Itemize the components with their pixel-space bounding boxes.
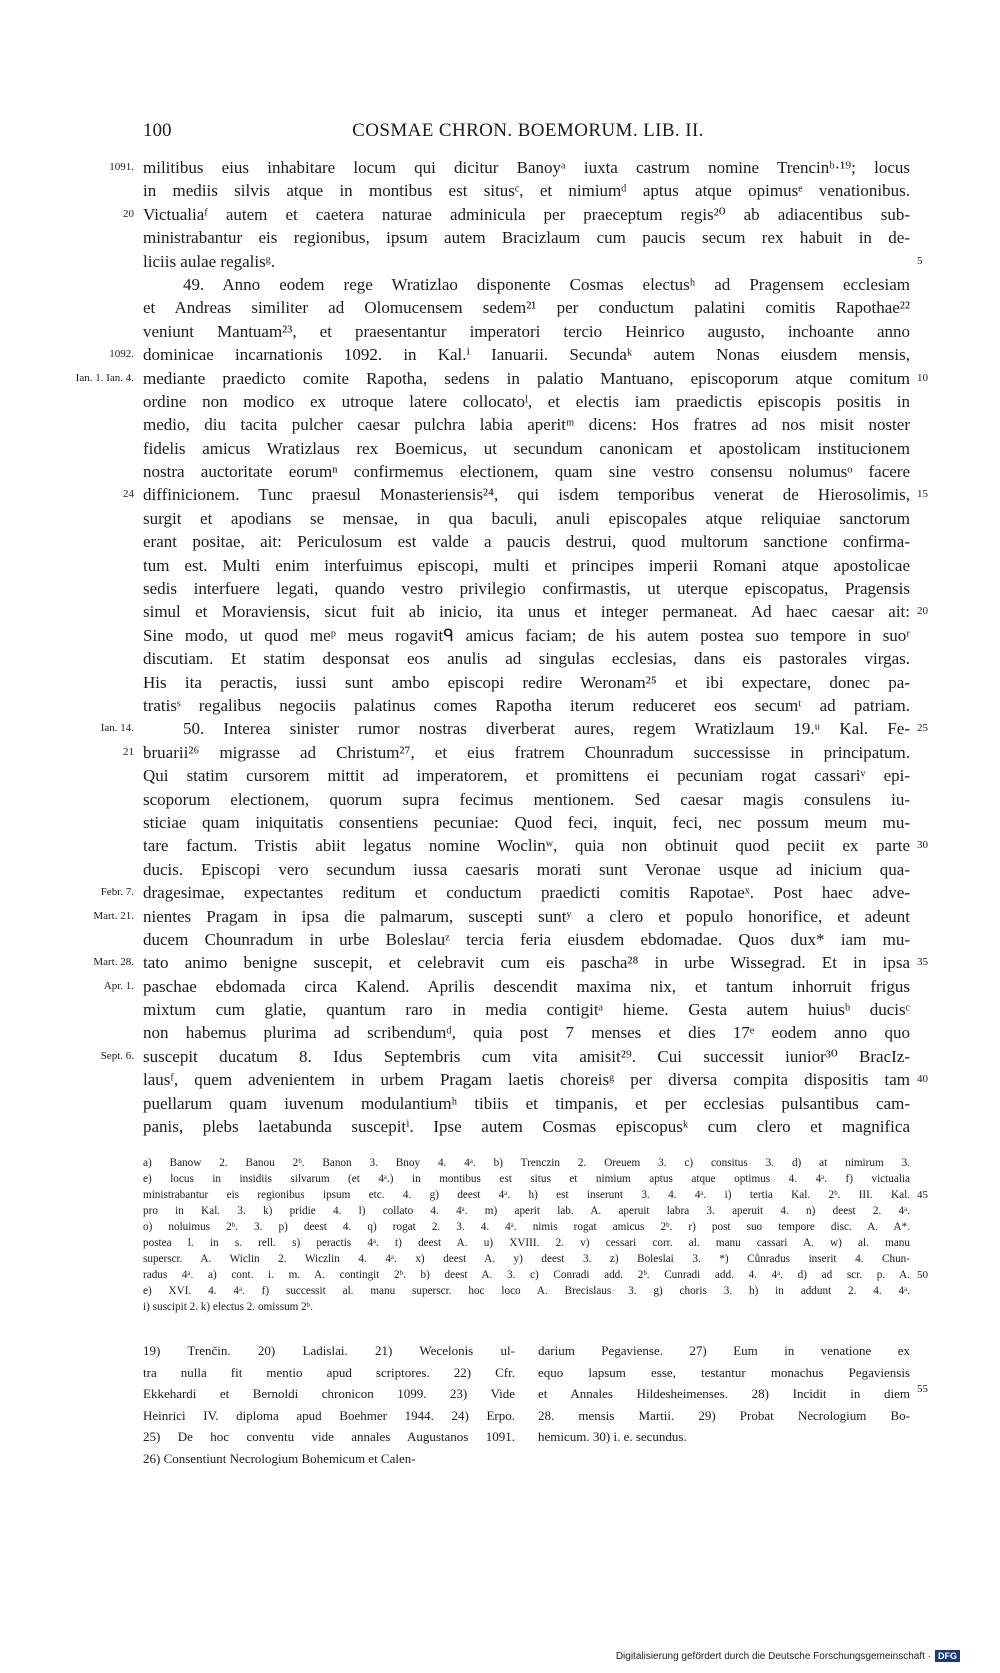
line-text: Sine modo, ut quod meᵖ meus rogavitᑫ amicus faciam; de his autem postea suo tempore in suoʳ bbox=[143, 625, 910, 645]
margin-note: 21 bbox=[123, 745, 134, 758]
line-number: 25 bbox=[917, 722, 928, 735]
page-header bbox=[143, 120, 913, 144]
footnote-line: hemicum. 30) i. e. secundus. bbox=[538, 1429, 687, 1444]
line-text: nostra auctoritate eorumⁿ confirmemus electionem, quam sine vestro consensu nolumusᵒ facere bbox=[143, 462, 910, 482]
text-line bbox=[0, 554, 1000, 577]
text-line bbox=[0, 1068, 1000, 1091]
margin-note: 20 bbox=[123, 207, 134, 220]
footnote-line: darium Pegaviense. 27) Eum in venatione ex bbox=[538, 1343, 910, 1358]
line-text: veniunt Mantuam²³, et praesentantur imperatori tercio Heinrico augusto, inchoante anno bbox=[143, 321, 910, 341]
margin-note: Sept. 6. bbox=[100, 1049, 134, 1062]
main-text bbox=[0, 156, 1000, 1138]
text-line bbox=[0, 273, 1000, 296]
dfg-logo: DFG bbox=[935, 1650, 960, 1662]
line-text: ordine non modico ex utroque latere collocatoˡ, et electis iam praedictis episcopis positis in bbox=[143, 391, 910, 411]
footnote-line: Ekkehardi et Bernoldi chronicon 1099. 23) Vide bbox=[143, 1386, 515, 1401]
margin-note: Mart. 28. bbox=[93, 956, 134, 969]
line-text: Victualiaᶠ autem et caetera naturae adminicula per praeceptum regis²⁰ ab adiacentibus sub- bbox=[143, 204, 910, 224]
apparatus-line bbox=[0, 1267, 1000, 1283]
text-line bbox=[0, 741, 1000, 764]
line-text: sticiae quam iniquitatis consentiens pecuniae: Quod feci, inquit, feci, nec possum meum mu- bbox=[143, 812, 910, 832]
line-text: mixtum cum glatie, quantum raro in media contigitᵃ hieme. Gesta autem huiusᵇ ducisᶜ bbox=[143, 1000, 910, 1020]
footnote-line-number: 55 bbox=[917, 1383, 928, 1395]
line-text: 50. Interea sinister rumor nostras diverberat aures, regem Wratizlaum 19.ᵘ Kal. Fe- bbox=[183, 719, 910, 739]
margin-note: Mart. 21. bbox=[93, 909, 134, 922]
line-number: 35 bbox=[917, 956, 928, 969]
footnote-line: 25) De hoc conventu vide annales Augustanos 1091. bbox=[143, 1429, 515, 1444]
line-text: liciis aulae regalisᵍ. bbox=[143, 251, 276, 271]
text-line bbox=[0, 460, 1000, 483]
footnote-line: et Annales Hildesheimenses. 28) Incidit in diem bbox=[538, 1386, 910, 1401]
text-line bbox=[0, 881, 1000, 904]
line-text: lausᶠ, quem advenientem in urbem Pragam laetis choreisᵍ per diversa compita dispositis tam bbox=[143, 1070, 910, 1090]
line-text: ducem Chounradum in urbe Boleslauᶻ tercia feria eiusdem ebdomadae. Quos dux* iam mu- bbox=[143, 929, 910, 949]
footnote-line: 28. mensis Martii. 29) Probat Necrologium Bo- bbox=[538, 1407, 910, 1423]
line-text: diffinicionem. Tunc praesul Monasteriensis²⁴, qui isdem temporibus venerat de Hierosolimis, bbox=[143, 485, 910, 505]
text-line bbox=[0, 1115, 1000, 1138]
line-text: ministrabantur eis regionibus, ipsum autem Bracizlaum cum paucis secum rex habuit in de- bbox=[143, 228, 910, 248]
line-text: dominicae incarnationis 1092. in Kal.ⁱ Ianuarii. Secundaᵏ autem Nonas eiusdem mensis, bbox=[143, 345, 910, 365]
line-number: 15 bbox=[917, 488, 928, 501]
line-text: discutiam. Et statim desponsat eos anulis ad singulas ecclesias, dans eis pastorales virgas. bbox=[143, 649, 910, 669]
text-line bbox=[0, 647, 1000, 670]
apparatus-line bbox=[0, 1171, 1000, 1187]
apparatus-text: superscr. A. Wiclin 2. Wiczlin 4. 4ᵃ. x) deest A. y) deest 3. z) Boleslai 3. *) Cůnradus inserit 4. Chun- bbox=[143, 1253, 910, 1265]
credit-text: Digitalisierung gefördert durch die Deutsche Forschungsgemeinschaft · bbox=[615, 1650, 931, 1662]
margin-note: 1091. bbox=[109, 161, 134, 173]
text-line bbox=[0, 226, 1000, 249]
line-text: in mediis silvis atque in montibus est situsᶜ, et nimiumᵈ aptus atque opimusᵉ venationibus. bbox=[143, 181, 910, 201]
line-number: 30 bbox=[917, 839, 928, 852]
line-number: 20 bbox=[917, 605, 928, 618]
footnote-line: tra nulla fit mentio apud scriptores. 22) Cfr. bbox=[143, 1364, 515, 1380]
text-line bbox=[0, 624, 1000, 647]
apparatus-line bbox=[0, 1235, 1000, 1251]
margin-note: 1092. bbox=[109, 348, 134, 361]
line-text: sedis interfuere legati, quando vestro privilegio confirmastis, ut uterque episcopatus, Pragensis bbox=[143, 579, 910, 599]
apparatus-text: a) Banow 2. Banou 2ᵇ. Banon 3. Bnoy 4. 4ᵃ. b) Trenczin 2. Oreuem 3. c) consitus 3. d) at nimirum 3. bbox=[143, 1157, 910, 1169]
line-text: dragesimae, expectantes reditum et conductum praedicti comitis Rapotaeˣ. Post haec adve- bbox=[143, 883, 910, 903]
text-line bbox=[0, 998, 1000, 1021]
margin-note: 24 bbox=[123, 488, 134, 501]
margin-note: Febr. 7. bbox=[100, 886, 134, 899]
apparatus-text: i) suscipit 2. k) electus 2. omissum 2ᵇ. bbox=[143, 1301, 314, 1313]
apparatus-line bbox=[0, 1283, 1000, 1299]
line-text: militibus eius inhabitare locum qui dicitur Banoyᵃ iuxta castrum nomine Trencinᵇ·¹⁹; locus bbox=[143, 158, 910, 177]
margin-note: Ian. 14. bbox=[100, 722, 134, 735]
running-title: COSMAE CHRON. BOEMORUM. LIB. II. bbox=[352, 120, 704, 141]
text-line bbox=[0, 156, 1000, 179]
line-text: fidelis amicus Wratizlaus rex Boemicus, ut secundum canonicam et apostolicam institucionem bbox=[143, 438, 910, 458]
footnote-line: 19) Trenčin. 20) Ladislai. 21) Wecelonis ul- bbox=[143, 1343, 515, 1358]
text-line bbox=[0, 250, 1000, 273]
line-text: mediante praedicto comite Rapotha, sedens in palatio Mantuano, episcoporum atque comitum bbox=[143, 368, 910, 388]
line-text: paschae ebdomada circa Kalend. Aprilis descendit maxima nix, et tantum inhorruit frigus bbox=[143, 976, 910, 996]
line-number: 5 bbox=[917, 254, 923, 267]
line-text: bruarii²⁶ migrasse ad Christum²⁷, et eius fratrem Chounradum successisse in principatum. bbox=[143, 742, 910, 762]
apparatus-line bbox=[0, 1299, 1000, 1315]
line-text: nientes Pragam in ipsa die palmarum, suscepti suntʸ a clero et populo honorifice, et adeunt bbox=[143, 906, 910, 926]
text-line bbox=[0, 390, 1000, 413]
text-line bbox=[0, 343, 1000, 366]
line-text: non habemus plurima ad scribendumᵈ, quia post 7 menses et dies 17ᵉ eodem anno quo bbox=[143, 1023, 910, 1043]
apparatus-text: radus 4ᵃ. a) cont. i. m. A. contingit 2ᵇ. b) deest A. 3. c) Conradi add. 2ᵇ. Cunradi add. 4. 4ᵃ. d) ad scr. p. A. bbox=[143, 1269, 910, 1281]
text-line bbox=[0, 788, 1000, 811]
text-line bbox=[0, 179, 1000, 202]
page-number: 100 bbox=[143, 120, 172, 141]
text-line bbox=[0, 975, 1000, 998]
text-line bbox=[0, 811, 1000, 834]
text-line bbox=[0, 671, 1000, 694]
text-line bbox=[0, 1092, 1000, 1115]
text-line bbox=[0, 600, 1000, 623]
text-line bbox=[0, 1021, 1000, 1044]
footnote-line: 26) Consentiunt Necrologium Bohemicum et Calen- bbox=[143, 1450, 416, 1466]
text-line bbox=[0, 858, 1000, 881]
line-number: 50 bbox=[917, 1269, 928, 1281]
line-text: tare factum. Tristis abiit legatus nomine Woclinʷ, quia non obtinuit quod peciit ex parte bbox=[143, 836, 910, 856]
line-number: 45 bbox=[917, 1189, 928, 1201]
text-line bbox=[0, 928, 1000, 951]
line-text: scoporum electionem, quorum supra fecimus mentionem. Sed caesar magis consulens iu- bbox=[143, 789, 910, 809]
line-text: His ita peractis, iussi sunt ambo episcopi redire Weronam²⁵ et ibi expectare, donec pa- bbox=[143, 672, 910, 692]
footnotes-left-column bbox=[143, 1340, 515, 1469]
text-line bbox=[0, 834, 1000, 857]
line-number: 10 bbox=[917, 371, 928, 384]
line-text: et Andreas similiter ad Olomucensem sedem²¹ per conductum palatini comitis Rapothae²² bbox=[143, 298, 910, 318]
line-text: simul et Moraviensis, sicut fuit ab inicio, ita unus et integer permaneat. Ad haec caesar ait: bbox=[143, 602, 910, 622]
text-line bbox=[0, 577, 1000, 600]
apparatus-text: e) locus in insidiis silvarum (et 4ᵃ.) in montibus est situs et nimium aptus atque optimus 4. 4ᵃ. f) victualia bbox=[143, 1173, 910, 1185]
line-text: 49. Anno eodem rege Wratizlao disponente Cosmas electusʰ ad Pragensem ecclesiam bbox=[183, 274, 910, 294]
footnote-line: equo lapsum esse, testantur monachus Pegaviensis bbox=[538, 1364, 910, 1380]
apparatus-line bbox=[0, 1251, 1000, 1267]
line-text: surgit et apodians se mensae, in qua baculi, anuli episcopales atque reliquiae sanctorum bbox=[143, 508, 910, 528]
text-line bbox=[0, 951, 1000, 974]
text-line bbox=[0, 203, 1000, 226]
line-text: panis, plebs laetabunda suscepitⁱ. Ipse autem Cosmas episcopusᵏ cum clero et magnifica bbox=[143, 1117, 910, 1137]
line-text: ducis. Episcopi vero secundum iussa caesaris morati sunt Veronae usque ad inicium qua- bbox=[143, 859, 910, 879]
digitization-credit bbox=[616, 1650, 960, 1662]
margin-note: Apr. 1. bbox=[103, 979, 134, 992]
text-line bbox=[0, 296, 1000, 319]
margin-note: Ian. 1. Ian. 4. bbox=[75, 371, 134, 384]
text-line bbox=[0, 483, 1000, 506]
apparatus-text: pro in Kal. 3. k) pridie 4. l) collato 4. 4ᵃ. m) aperit lab. A. aperuit labra 3. aperuit 4. n) deest 2. 4ᵃ. bbox=[143, 1205, 910, 1217]
text-line bbox=[0, 437, 1000, 460]
text-line bbox=[0, 764, 1000, 787]
footnotes-right-column bbox=[538, 1340, 910, 1448]
line-text: tum est. Multi enim interfuimus episcopi, multi et principes imperii Romani atque apostolicae bbox=[143, 555, 910, 575]
apparatus-line bbox=[0, 1187, 1000, 1203]
line-text: tato animo benigne suscepit, et celebravit cum eis pascha²⁸ in urbe Wissegrad. Et in ipsa bbox=[143, 953, 910, 973]
text-line bbox=[0, 1045, 1000, 1068]
footnote-line: Heinrici IV. diploma apud Boehmer 1944. 24) Erpo. bbox=[143, 1407, 515, 1423]
text-line bbox=[0, 530, 1000, 553]
line-text: tratisˢ regalibus negociis palatinus comes Rapotha iterum reduceret eos secumᵗ ad patriam. bbox=[143, 695, 910, 715]
apparatus-text: e) XVI. 4. 4ᵃ. f) successit al. manu superscr. hoc loco A. Brecislaus 3. g) choris 3. h) in addunt 2. 4. 4ᵃ. bbox=[143, 1285, 910, 1297]
text-line bbox=[0, 367, 1000, 390]
apparatus-text: postea l. in s. rell. s) peractis 4ᵃ. t) deest A. u) XVIII. 2. v) cessari corr. al. manu cassari A. w) al. manu bbox=[143, 1237, 910, 1249]
text-line bbox=[0, 694, 1000, 717]
text-line bbox=[0, 717, 1000, 740]
text-line bbox=[0, 507, 1000, 530]
text-line bbox=[0, 905, 1000, 928]
line-number: 40 bbox=[917, 1073, 928, 1086]
critical-apparatus bbox=[0, 1155, 1000, 1315]
apparatus-line bbox=[0, 1219, 1000, 1235]
apparatus-line bbox=[0, 1203, 1000, 1219]
line-text: suscepit ducatum 8. Idus Septembris cum vita amisit²⁹. Cui successit iunior³⁰ BracIz- bbox=[143, 1046, 910, 1066]
line-text: medio, diu tacita pulcher caesar pulchra labia aperitᵐ dicens: Hos fratres ad nos misit noster bbox=[143, 415, 910, 435]
apparatus-text: ministrabantur eis regionibus ipsum etc. 4. g) deest 4ᵃ. h) est inserunt 3. 4. 4ᵃ. i) tertia Kal. 2ᵇ. III. Kal. bbox=[143, 1189, 910, 1201]
text-line bbox=[0, 413, 1000, 436]
line-text: erant positae, ait: Periculosum est valde a paucis destrui, quod multorum sanctione confirma- bbox=[143, 532, 910, 552]
text-line bbox=[0, 320, 1000, 343]
apparatus-text: o) noluimus 2ᵇ. 3. p) deest 4. q) rogat 2. 3. 4. 4ᵃ. nimis rogat amicus 2ᵇ. r) post suo tempore disc. A. A*. bbox=[143, 1221, 910, 1233]
line-text: puellarum quam iuvenum modulantiumʰ tibiis et timpanis, et per ecclesias pulsantibus cam- bbox=[143, 1093, 910, 1113]
line-text: Qui statim cursorem mittit ad imperatorem, et promittens ei pecuniam rogat cassariᵛ epi- bbox=[143, 766, 910, 786]
apparatus-line bbox=[0, 1155, 1000, 1171]
